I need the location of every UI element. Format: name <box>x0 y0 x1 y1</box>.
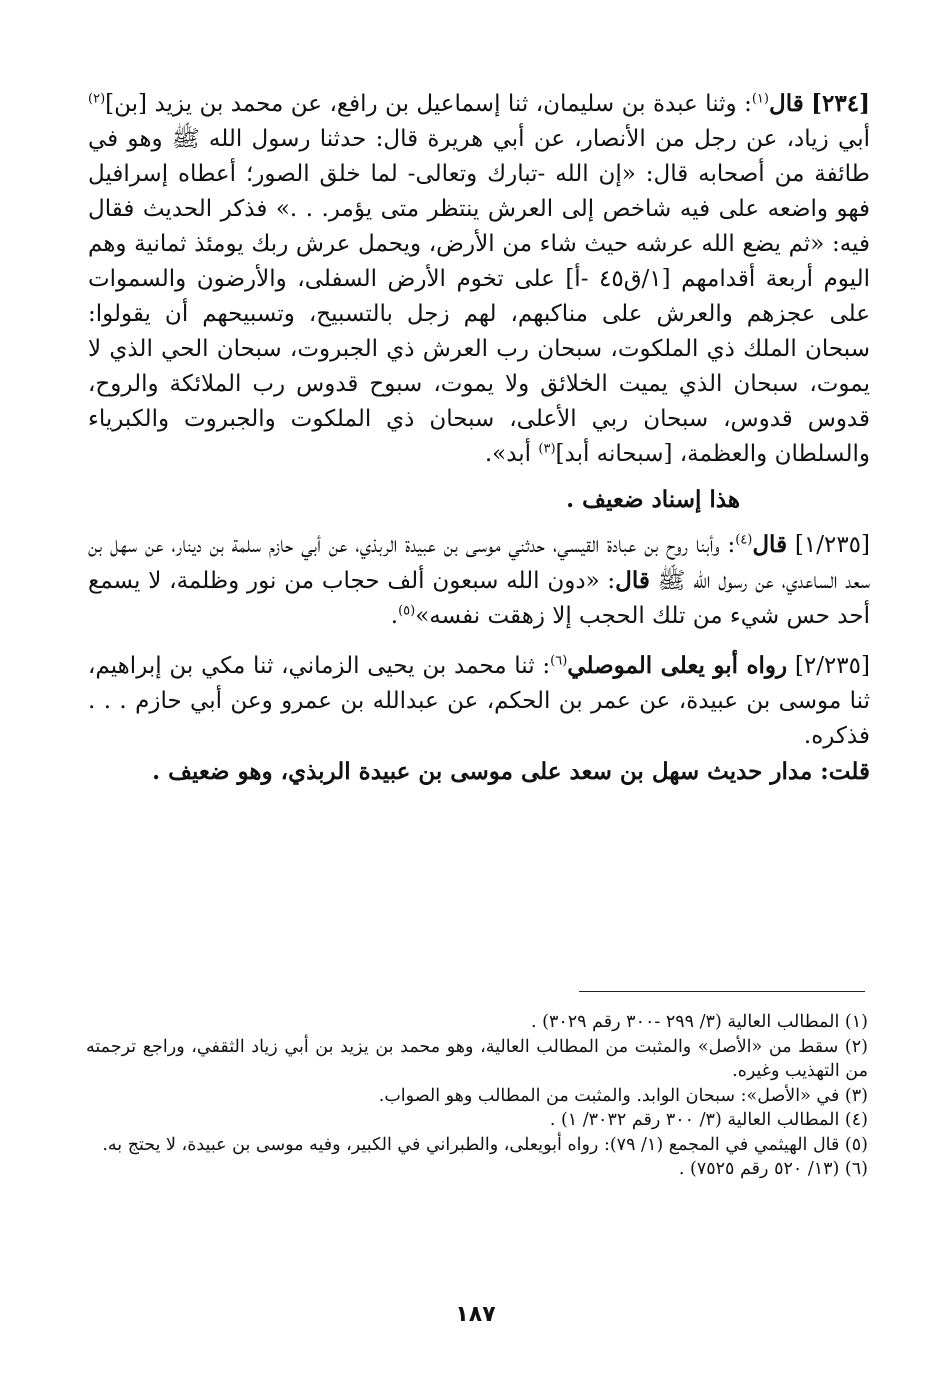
footnote-ref[interactable]: (١) <box>751 91 769 107</box>
footnote-ref[interactable]: (٦) <box>550 653 568 669</box>
footnote-ref[interactable]: (٢) <box>88 91 106 107</box>
footnotes <box>86 1010 868 1182</box>
hadith-text: : «دون الله سبعون ألف حجاب من نور وظلمة، لا يسمع أحد حس شيء من تلك الحجب إلا زهقت نفسه» <box>88 568 870 629</box>
footnote-ref[interactable]: (٣) <box>538 441 556 457</box>
hadith-number: [٢٣٤] <box>811 90 870 117</box>
hadith-text: : وثنا عبدة بن سليمان، ثنا إسماعيل بن رافع، عن محمد بن يزيد [بن] <box>105 91 752 117</box>
main-text <box>88 86 870 789</box>
page-number: ١٨٧ <box>455 1302 496 1327</box>
hadith-235-1 <box>88 527 870 634</box>
qal-word: قال <box>768 90 804 117</box>
isnad-verdict: هذا إسناد ضعيف . <box>566 486 740 513</box>
hadith-235-2 <box>88 648 870 754</box>
hadith-text: . <box>390 603 399 629</box>
qal-word: قال <box>615 567 650 594</box>
author-comment: قلت: مدار حديث سهل بن سعد على موسى بن عبيدة الربذي، وهو ضعيف . <box>152 758 870 785</box>
qal-word: قال <box>752 531 788 558</box>
footnote-ref[interactable]: (٥) <box>398 603 416 619</box>
hadith-234 <box>88 86 870 472</box>
hadith-text: : ثنا محمد بن يحيى الزماني، ثنا مكي بن إبراهيم، ثنا موسى بن عبيدة، عن عمر بن الحكم، عن عبدالله بن عمرو وعن أبي حازم . . . فذكره. <box>88 653 870 749</box>
footnote-4: (٤) المطالب العالية (٣/ ٣٠٠ رقم ٣٠٣٢/ ١) . <box>549 1110 868 1130</box>
hadith-text: أبي زياد، عن رجل من الأنصار، عن أبي هريرة قال: حدثنا رسول الله ﷺ وهو في طائفة من أصحابه قال: «إن الله -تبارك وتعالى- لما خلق الصور؛ أعطاه إسرافيل فهو واضعه على فيه شاخص إلى العرش ينتظر متى يؤمر. . .» فذكر الحديث فقال فيه: «ثم يضع الله عرشه حيث شاء من الأرض، ويحمل عرش ربك يومئذ ثمانية وهم اليوم أربعة أقدامهم [١/ق٤٥ -أ] على تخوم الأرض السفلى، والأرضون والسموات على عجزهم والعرش على مناكبهم، لهم زجل بالتسبيح، وتسبيحهم أن يقولوا: سبحان الملك ذي الملكوت، سبحان رب العرش ذي الجبروت، سبحان الحي الذي لا يموت، سبحان الذي يميت الخلائق ولا يموت، سبوح قدوس رب الملائكة والروح، قدوس قدوس، سبحان ربي الأعلى، سبحان ذي الملكوت والجبروت والكبرياء والسلطان والعظمة، [سبحانه أبد] <box>88 126 870 467</box>
footnote-2: (٢) سقط من «الأصل» والمثبت من المطالب العالية، وهو محمد بن يزيد بن أبي زياد الثقفي، وراجع ترجمته من التهذيب وغيره. <box>86 1036 868 1081</box>
footnote-1: (١) المطالب العالية (٣/ ٢٩٩ -٣٠٠ رقم ٣٠٢٩) . <box>531 1012 868 1032</box>
footnote-6: (٦) (١٣/ ٥٢٠ رقم ٧٥٢٥) . <box>678 1159 868 1179</box>
footnote-divider <box>579 991 865 992</box>
hadith-number: [٢/٢٣٥] <box>794 653 870 679</box>
hadith-number: [١/٢٣٥] <box>794 532 871 558</box>
hadith-text: : وأبنا روح بن عبادة القيسي، حدثني موسى بن عبيدة الربذي، عن أبي حازم سلمة بن دينار، عن سهل بن سعد الساعدي، عن رسول الله ﷺ <box>88 532 870 594</box>
source-lead: رواه أبو يعلى الموصلي <box>567 652 788 679</box>
footnote-3: (٣) في «الأصل»: سبحان الوابد. والمثبت من المطالب وهو الصواب. <box>378 1085 868 1106</box>
footnote-ref[interactable]: (٤) <box>735 532 753 548</box>
footnote-5: (٥) قال الهيثمي في المجمع (١/ ٧٩): رواه أبويعلى، والطبراني في الكبير، وفيه موسى بن عبيدة، لا يحتج به. <box>102 1134 868 1155</box>
hadith-text: أبد». <box>484 441 539 467</box>
